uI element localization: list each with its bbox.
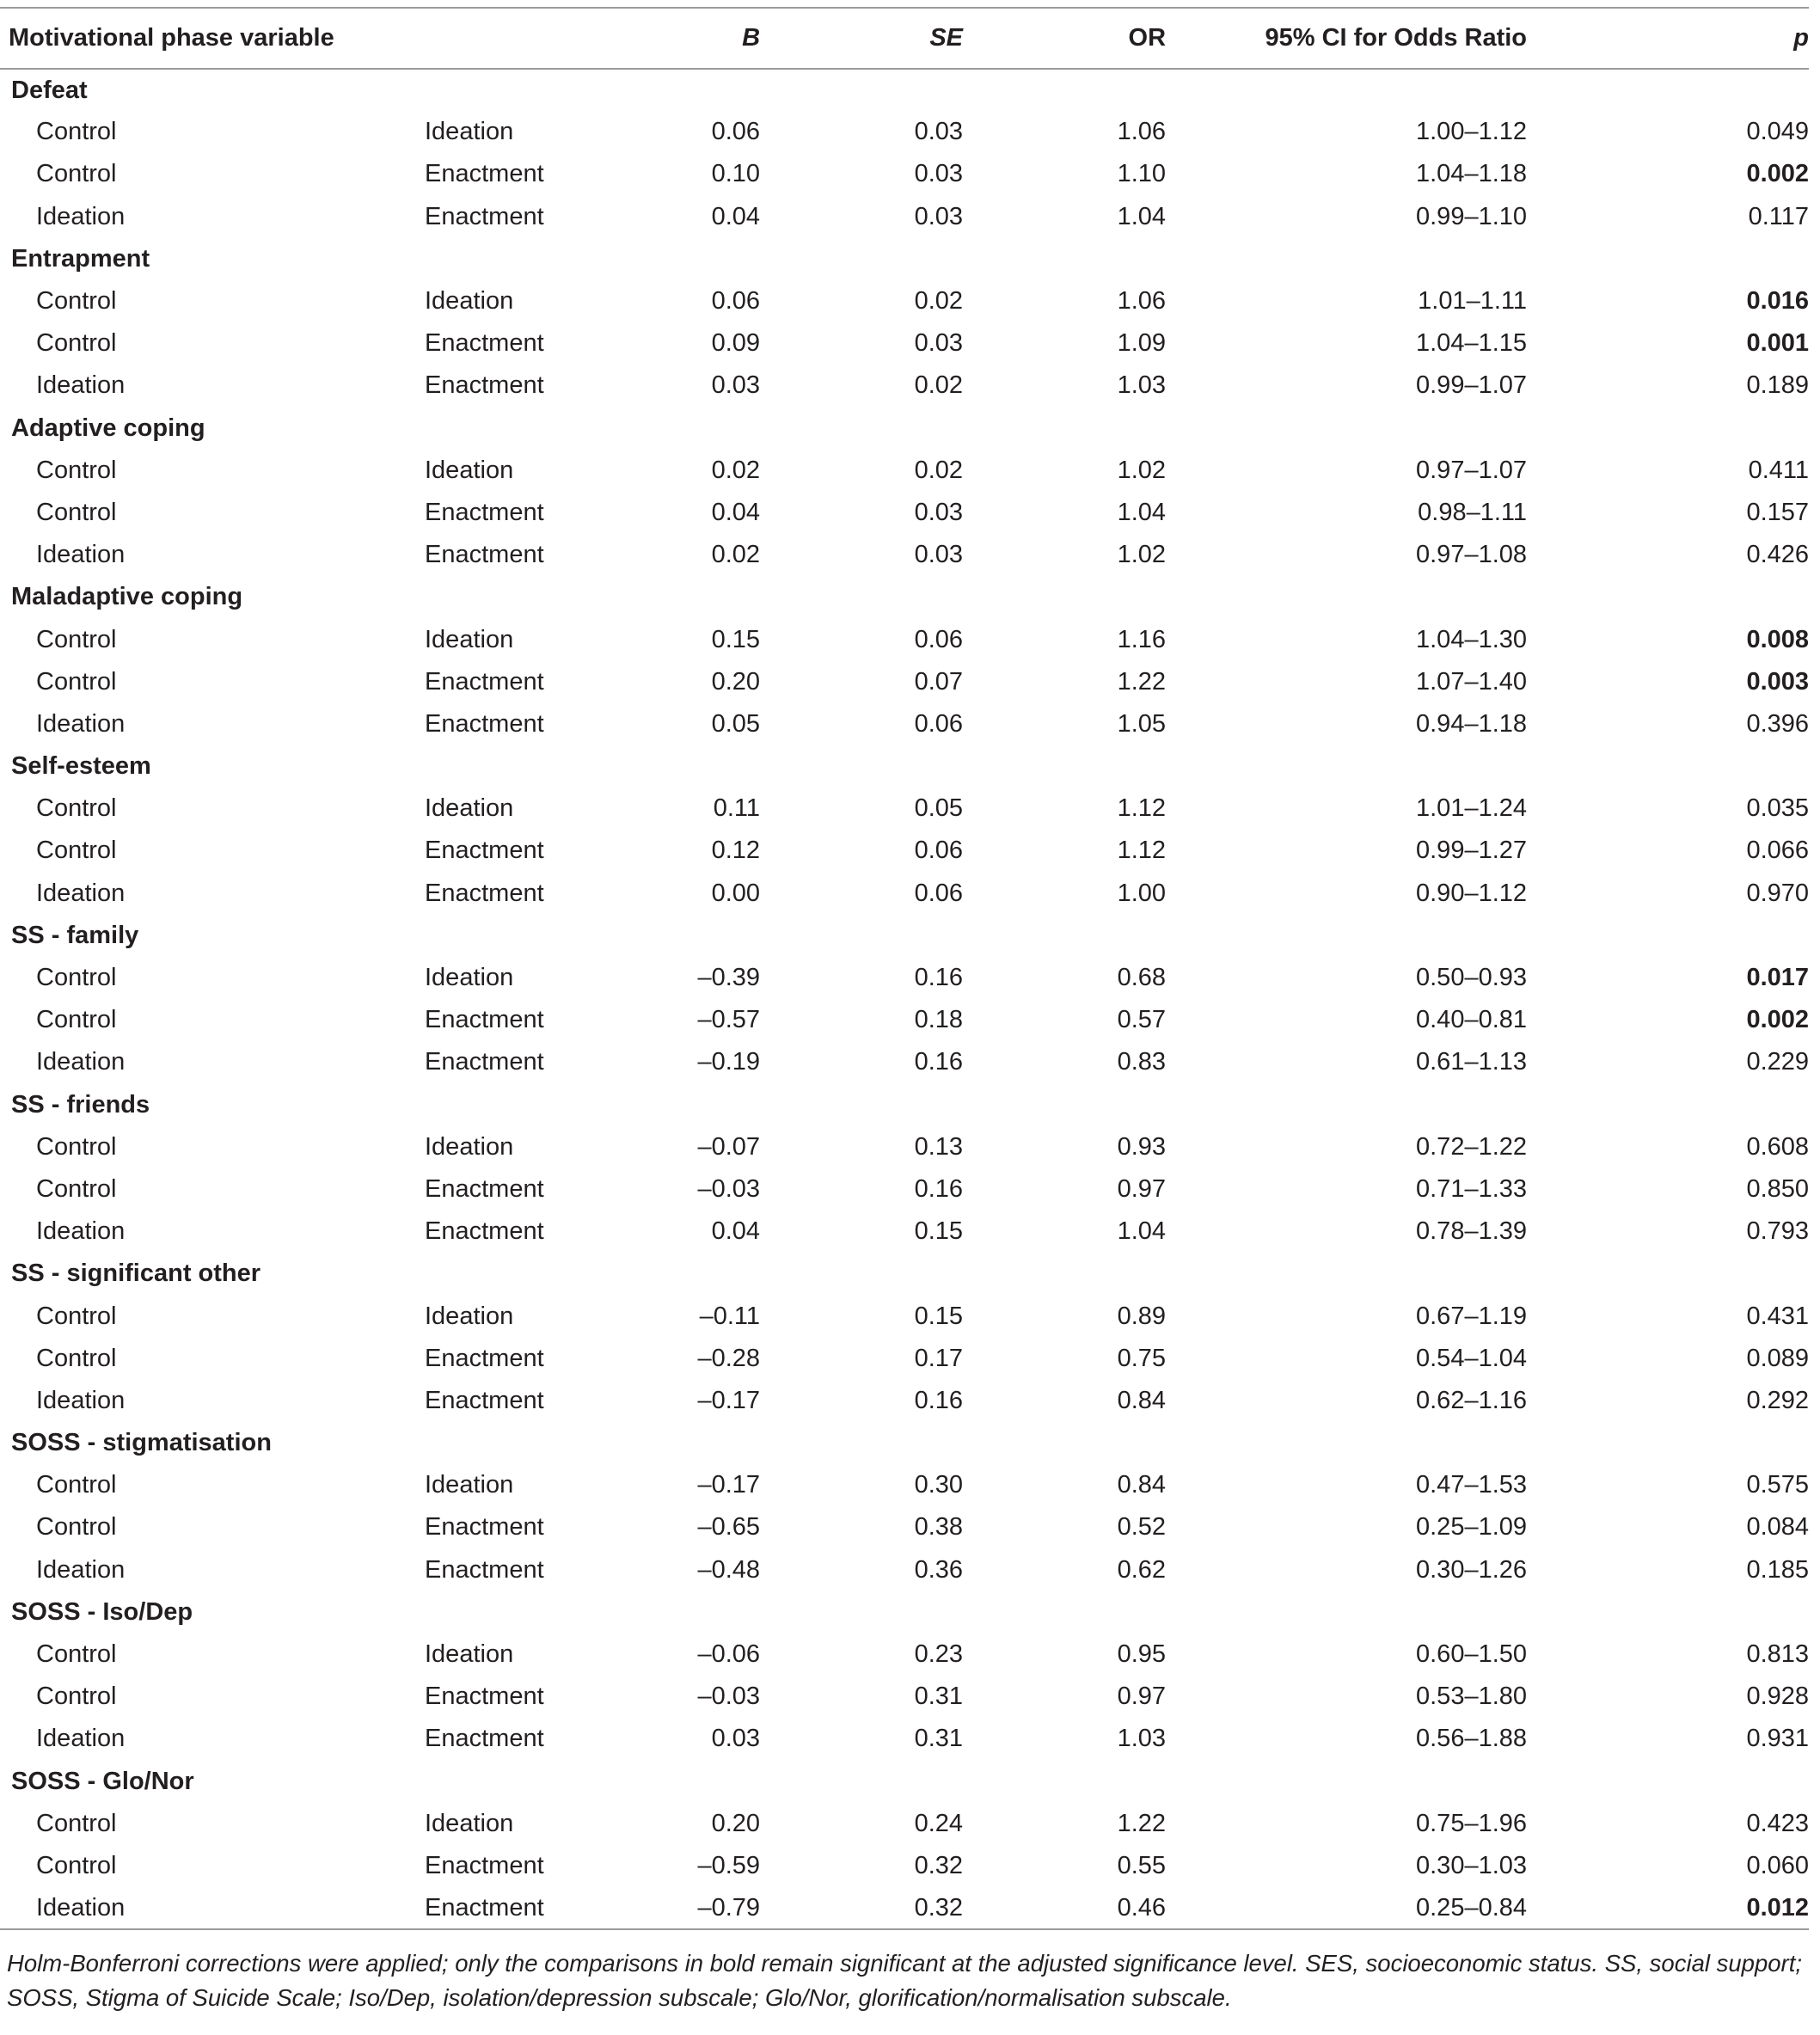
cell-p-value: 0.928 — [1746, 1683, 1810, 1711]
cell-ci: 0.50–0.93 — [1416, 964, 1528, 992]
cell-comparison-group: Ideation — [425, 794, 514, 823]
cell-b: –0.03 — [697, 1683, 761, 1711]
table-row — [0, 957, 1809, 999]
cell-p-value: 0.012 — [1746, 1893, 1810, 1922]
table-row — [0, 534, 1809, 576]
cell-se: 0.03 — [914, 118, 964, 146]
cell-comparison-group: Enactment — [425, 329, 544, 358]
cell-odds-ratio: 1.03 — [1117, 1725, 1167, 1753]
header-row — [0, 8, 1809, 69]
cell-p-value: 0.089 — [1746, 1344, 1810, 1372]
cell-p-value: 0.423 — [1746, 1809, 1810, 1837]
cell-ci: 0.94–1.18 — [1416, 709, 1528, 738]
cell-p-value: 0.035 — [1746, 794, 1810, 823]
cell-reference-group: Ideation — [36, 1217, 126, 1246]
cell-ci: 0.54–1.04 — [1416, 1344, 1528, 1372]
table-row — [0, 1506, 1809, 1548]
cell-comparison-group: Enactment — [425, 1386, 544, 1414]
cell-reference-group: Control — [36, 794, 117, 823]
cell-comparison-group: Enactment — [425, 160, 544, 188]
cell-reference-group: Control — [36, 964, 117, 992]
cell-reference-group: Ideation — [36, 541, 126, 569]
cell-se: 0.07 — [914, 667, 964, 696]
cell-reference-group: Ideation — [36, 879, 126, 907]
cell-odds-ratio: 1.09 — [1117, 329, 1167, 358]
cell-reference-group: Ideation — [36, 1048, 126, 1076]
cell-ci: 0.75–1.96 — [1416, 1809, 1528, 1837]
cell-p-value: 0.157 — [1746, 498, 1810, 526]
cell-odds-ratio: 0.83 — [1117, 1048, 1167, 1076]
cell-p-value: 0.002 — [1746, 160, 1810, 188]
cell-ci: 0.67–1.19 — [1416, 1302, 1528, 1330]
cell-b: 0.09 — [711, 329, 761, 358]
cell-ci: 0.97–1.08 — [1416, 541, 1528, 569]
cell-reference-group: Control — [36, 329, 117, 358]
cell-b: 0.12 — [711, 837, 761, 865]
cell-se: 0.03 — [914, 329, 964, 358]
cell-b: 0.04 — [711, 1217, 761, 1246]
group-header-row — [0, 915, 1809, 957]
cell-ci: 0.99–1.07 — [1416, 371, 1528, 400]
cell-ci: 0.47–1.53 — [1416, 1471, 1528, 1499]
table-row — [0, 1041, 1809, 1083]
table-footnote: Holm-Bonferroni corrections were applied; only the comparisons in bold remain significant at the adjusted significance level. SES, socioeconomic status. SS, social support; SOSS, Stigma of Suicide Scale; Iso/Dep, isolation/depression subscale; Glo/Nor, glorification/normalisation subscale. — [7, 1950, 1802, 2011]
cell-reference-group: Control — [36, 1344, 117, 1372]
cell-comparison-group: Enactment — [425, 1513, 544, 1542]
cell-se: 0.15 — [914, 1302, 964, 1330]
cell-p-value: 0.017 — [1746, 964, 1810, 992]
group-header-row — [0, 408, 1809, 450]
cell-b: –0.48 — [697, 1555, 761, 1584]
cell-ci: 0.56–1.88 — [1416, 1725, 1528, 1753]
table-body — [0, 69, 1809, 1929]
group-label: SS - family — [11, 921, 139, 949]
group-header-row — [0, 1761, 1809, 1803]
cell-b: 0.00 — [711, 879, 761, 907]
cell-comparison-group: Ideation — [425, 625, 514, 653]
table-row — [0, 830, 1809, 872]
cell-p-value: 0.084 — [1746, 1513, 1810, 1542]
table-row — [0, 703, 1809, 745]
cell-b: 0.04 — [711, 498, 761, 526]
cell-reference-group: Control — [36, 1471, 117, 1499]
cell-p-value: 0.117 — [1748, 202, 1810, 230]
cell-b: 0.04 — [711, 202, 761, 230]
cell-p-value: 0.431 — [1746, 1302, 1810, 1330]
cell-odds-ratio: 0.62 — [1117, 1555, 1167, 1584]
cell-p-value: 0.003 — [1746, 667, 1810, 696]
cell-ci: 0.97–1.07 — [1416, 456, 1528, 484]
cell-odds-ratio: 0.89 — [1117, 1302, 1167, 1330]
cell-ci: 0.60–1.50 — [1416, 1640, 1528, 1669]
cell-comparison-group: Enactment — [425, 709, 544, 738]
cell-comparison-group: Enactment — [425, 498, 544, 526]
group-header-row — [0, 1084, 1809, 1126]
cell-se: 0.32 — [914, 1851, 964, 1879]
group-label: SS - significant other — [11, 1260, 261, 1288]
cell-comparison-group: Enactment — [425, 1344, 544, 1372]
cell-b: 0.20 — [711, 1809, 761, 1837]
cell-se: 0.02 — [914, 456, 964, 484]
cell-p-value: 0.049 — [1746, 118, 1810, 146]
table-row — [0, 999, 1809, 1041]
cell-comparison-group: Enactment — [425, 371, 544, 400]
cell-p-value: 0.793 — [1746, 1217, 1810, 1246]
cell-odds-ratio: 0.97 — [1117, 1174, 1167, 1203]
cell-odds-ratio: 1.06 — [1117, 287, 1167, 316]
cell-b: 0.05 — [711, 709, 761, 738]
cell-reference-group: Control — [36, 118, 117, 146]
cell-p-value: 0.002 — [1746, 1006, 1810, 1034]
cell-odds-ratio: 1.04 — [1117, 1217, 1167, 1246]
cell-ci: 1.04–1.30 — [1416, 625, 1528, 653]
cell-odds-ratio: 1.22 — [1117, 667, 1167, 696]
cell-reference-group: Control — [36, 1640, 117, 1669]
table-row — [0, 873, 1809, 915]
table-row — [0, 1295, 1809, 1337]
cell-ci: 0.72–1.22 — [1416, 1132, 1528, 1161]
cell-comparison-group: Ideation — [425, 456, 514, 484]
header-b: B — [742, 24, 761, 52]
cell-comparison-group: Enactment — [425, 837, 544, 865]
group-header-row — [0, 745, 1809, 788]
cell-comparison-group: Ideation — [425, 964, 514, 992]
cell-b: 0.02 — [711, 456, 761, 484]
cell-reference-group: Control — [36, 837, 117, 865]
cell-reference-group: Control — [36, 287, 117, 316]
cell-se: 0.06 — [914, 709, 964, 738]
cell-ci: 0.90–1.12 — [1416, 879, 1528, 907]
cell-reference-group: Control — [36, 1683, 117, 1711]
cell-b: –0.17 — [697, 1386, 761, 1414]
cell-p-value: 0.608 — [1746, 1132, 1810, 1161]
cell-odds-ratio: 1.12 — [1117, 794, 1167, 823]
cell-odds-ratio: 1.00 — [1117, 879, 1167, 907]
cell-ci: 0.40–0.81 — [1416, 1006, 1528, 1034]
cell-ci: 1.07–1.40 — [1416, 667, 1528, 696]
cell-reference-group: Ideation — [36, 202, 126, 230]
cell-b: –0.06 — [697, 1640, 761, 1669]
cell-se: 0.15 — [914, 1217, 964, 1246]
cell-odds-ratio: 0.68 — [1117, 964, 1167, 992]
cell-b: 0.11 — [713, 794, 761, 823]
group-header-row — [0, 1422, 1809, 1464]
cell-odds-ratio: 1.04 — [1117, 498, 1167, 526]
cell-odds-ratio: 1.22 — [1117, 1809, 1167, 1837]
group-label: Entrapment — [11, 244, 150, 273]
header-p: p — [1793, 24, 1810, 52]
cell-reference-group: Control — [36, 456, 117, 484]
table-row — [0, 450, 1809, 492]
cell-ci: 0.71–1.33 — [1416, 1174, 1528, 1203]
table-row — [0, 1380, 1809, 1422]
cell-b: 0.20 — [711, 667, 761, 696]
cell-b: 0.10 — [711, 160, 761, 188]
cell-reference-group: Control — [36, 1809, 117, 1837]
cell-odds-ratio: 1.04 — [1117, 202, 1167, 230]
cell-comparison-group: Enactment — [425, 1683, 544, 1711]
table-row — [0, 1338, 1809, 1380]
group-header-row — [0, 69, 1809, 111]
cell-se: 0.36 — [914, 1555, 964, 1584]
cell-se: 0.31 — [914, 1683, 964, 1711]
cell-comparison-group: Enactment — [425, 1725, 544, 1753]
cell-comparison-group: Ideation — [425, 287, 514, 316]
cell-b: 0.02 — [711, 541, 761, 569]
cell-se: 0.03 — [914, 202, 964, 230]
table-row — [0, 1211, 1809, 1253]
cell-p-value: 0.426 — [1746, 541, 1810, 569]
cell-odds-ratio: 0.57 — [1117, 1006, 1167, 1034]
cell-reference-group: Ideation — [36, 371, 126, 400]
cell-p-value: 0.060 — [1746, 1851, 1810, 1879]
cell-odds-ratio: 0.55 — [1117, 1851, 1167, 1879]
group-label: Defeat — [11, 76, 88, 104]
cell-ci: 0.78–1.39 — [1416, 1217, 1528, 1246]
cell-ci: 0.98–1.11 — [1418, 498, 1528, 526]
header-se: SE — [929, 24, 964, 52]
cell-b: –0.57 — [697, 1006, 761, 1034]
cell-se: 0.06 — [914, 625, 964, 653]
cell-odds-ratio: 0.52 — [1117, 1513, 1167, 1542]
cell-comparison-group: Ideation — [425, 1809, 514, 1837]
cell-se: 0.03 — [914, 541, 964, 569]
cell-comparison-group: Enactment — [425, 202, 544, 230]
cell-p-value: 0.850 — [1746, 1174, 1810, 1203]
table-row — [0, 618, 1809, 660]
cell-se: 0.16 — [914, 964, 964, 992]
cell-se: 0.16 — [914, 1386, 964, 1414]
group-header-row — [0, 1591, 1809, 1634]
cell-se: 0.13 — [914, 1132, 964, 1161]
table-row — [0, 1845, 1809, 1887]
cell-se: 0.02 — [914, 371, 964, 400]
cell-ci: 0.30–1.26 — [1416, 1555, 1528, 1584]
cell-b: 0.15 — [711, 625, 761, 653]
cell-ci: 0.99–1.27 — [1416, 837, 1528, 865]
cell-comparison-group: Enactment — [425, 1893, 544, 1922]
cell-p-value: 0.016 — [1746, 287, 1810, 316]
group-header-row — [0, 1253, 1809, 1295]
group-label: Adaptive coping — [11, 414, 205, 442]
cell-p-value: 0.396 — [1746, 709, 1810, 738]
table-row — [0, 1126, 1809, 1168]
table-row — [0, 1718, 1809, 1760]
table-row — [0, 788, 1809, 830]
cell-reference-group: Ideation — [36, 709, 126, 738]
cell-ci: 1.00–1.12 — [1416, 118, 1528, 146]
cell-se: 0.32 — [914, 1893, 964, 1922]
cell-se: 0.16 — [914, 1048, 964, 1076]
table-row — [0, 1549, 1809, 1591]
header-or: OR — [1128, 24, 1167, 52]
cell-comparison-group: Enactment — [425, 667, 544, 696]
cell-p-value: 0.229 — [1746, 1048, 1810, 1076]
table-row — [0, 365, 1809, 407]
cell-reference-group: Control — [36, 1174, 117, 1203]
table-row — [0, 153, 1809, 195]
cell-b: –0.79 — [697, 1893, 761, 1922]
cell-b: –0.03 — [697, 1174, 761, 1203]
cell-b: –0.07 — [697, 1132, 761, 1161]
cell-ci: 0.61–1.13 — [1416, 1048, 1528, 1076]
cell-comparison-group: Enactment — [425, 879, 544, 907]
cell-se: 0.06 — [914, 879, 964, 907]
cell-comparison-group: Enactment — [425, 541, 544, 569]
cell-odds-ratio: 0.97 — [1117, 1683, 1167, 1711]
cell-p-value: 0.189 — [1746, 371, 1810, 400]
cell-reference-group: Control — [36, 1513, 117, 1542]
group-label: SOSS - Glo/Nor — [11, 1767, 194, 1795]
cell-ci: 0.25–0.84 — [1416, 1893, 1528, 1922]
results-table — [0, 7, 1809, 1930]
table-row — [0, 1634, 1809, 1676]
cell-se: 0.16 — [914, 1174, 964, 1203]
cell-comparison-group: Enactment — [425, 1851, 544, 1879]
cell-b: –0.17 — [697, 1471, 761, 1499]
cell-ci: 0.62–1.16 — [1416, 1386, 1528, 1414]
cell-odds-ratio: 1.05 — [1117, 709, 1167, 738]
cell-odds-ratio: 0.84 — [1117, 1386, 1167, 1414]
cell-se: 0.17 — [914, 1344, 964, 1372]
cell-se: 0.06 — [914, 837, 964, 865]
cell-reference-group: Control — [36, 625, 117, 653]
table-row — [0, 1803, 1809, 1845]
cell-comparison-group: Enactment — [425, 1555, 544, 1584]
group-label: Maladaptive coping — [11, 583, 243, 611]
cell-reference-group: Ideation — [36, 1386, 126, 1414]
table-row — [0, 280, 1809, 322]
cell-odds-ratio: 0.46 — [1117, 1893, 1167, 1922]
cell-comparison-group: Ideation — [425, 1471, 514, 1499]
table-row — [0, 1464, 1809, 1506]
cell-reference-group: Ideation — [36, 1555, 126, 1584]
cell-ci: 1.01–1.11 — [1418, 287, 1528, 316]
cell-se: 0.02 — [914, 287, 964, 316]
cell-p-value: 0.008 — [1746, 625, 1810, 653]
cell-b: 0.06 — [711, 118, 761, 146]
cell-p-value: 0.292 — [1746, 1386, 1810, 1414]
cell-odds-ratio: 1.02 — [1117, 541, 1167, 569]
cell-se: 0.30 — [914, 1471, 964, 1499]
cell-comparison-group: Ideation — [425, 1302, 514, 1330]
cell-reference-group: Control — [36, 160, 117, 188]
cell-ci: 0.25–1.09 — [1416, 1513, 1528, 1542]
cell-odds-ratio: 0.95 — [1117, 1640, 1167, 1669]
cell-reference-group: Control — [36, 1302, 117, 1330]
table-row — [0, 322, 1809, 365]
cell-b: –0.59 — [697, 1851, 761, 1879]
cell-odds-ratio: 1.02 — [1117, 456, 1167, 484]
cell-reference-group: Control — [36, 1132, 117, 1161]
cell-b: –0.19 — [697, 1048, 761, 1076]
cell-b: 0.03 — [711, 1725, 761, 1753]
cell-odds-ratio: 0.93 — [1117, 1132, 1167, 1161]
cell-se: 0.38 — [914, 1513, 964, 1542]
cell-se: 0.03 — [914, 160, 964, 188]
cell-se: 0.18 — [914, 1006, 964, 1034]
cell-odds-ratio: 0.84 — [1117, 1471, 1167, 1499]
group-label: SOSS - Iso/Dep — [11, 1597, 193, 1626]
cell-p-value: 0.411 — [1748, 456, 1810, 484]
table-row — [0, 492, 1809, 534]
cell-comparison-group: Enactment — [425, 1006, 544, 1034]
cell-p-value: 0.066 — [1746, 837, 1810, 865]
group-label: SOSS - stigmatisation — [11, 1429, 272, 1457]
cell-comparison-group: Enactment — [425, 1174, 544, 1203]
cell-ci: 0.53–1.80 — [1416, 1683, 1528, 1711]
cell-comparison-group: Enactment — [425, 1217, 544, 1246]
cell-odds-ratio: 1.10 — [1117, 160, 1167, 188]
cell-p-value: 0.813 — [1746, 1640, 1810, 1669]
cell-reference-group: Ideation — [36, 1893, 126, 1922]
table-row — [0, 196, 1809, 238]
group-label: SS - friends — [11, 1090, 150, 1119]
cell-odds-ratio: 1.16 — [1117, 625, 1167, 653]
cell-b: 0.06 — [711, 287, 761, 316]
cell-odds-ratio: 1.03 — [1117, 371, 1167, 400]
cell-se: 0.24 — [914, 1809, 964, 1837]
cell-reference-group: Control — [36, 667, 117, 696]
cell-se: 0.03 — [914, 498, 964, 526]
cell-reference-group: Control — [36, 1006, 117, 1034]
table-row — [0, 1887, 1809, 1929]
table-row — [0, 1676, 1809, 1718]
cell-comparison-group: Enactment — [425, 1048, 544, 1076]
cell-p-value: 0.185 — [1746, 1555, 1810, 1584]
table-row — [0, 111, 1809, 153]
cell-b: –0.65 — [697, 1513, 761, 1542]
cell-se: 0.23 — [914, 1640, 964, 1669]
cell-se: 0.31 — [914, 1725, 964, 1753]
cell-comparison-group: Ideation — [425, 1132, 514, 1161]
cell-odds-ratio: 0.75 — [1117, 1344, 1167, 1372]
cell-odds-ratio: 1.12 — [1117, 837, 1167, 865]
cell-odds-ratio: 1.06 — [1117, 118, 1167, 146]
cell-p-value: 0.001 — [1746, 329, 1810, 358]
table-row — [0, 661, 1809, 703]
cell-b: –0.11 — [699, 1302, 761, 1330]
cell-se: 0.05 — [914, 794, 964, 823]
cell-ci: 1.04–1.15 — [1416, 329, 1528, 358]
cell-ci: 0.99–1.10 — [1416, 202, 1528, 230]
cell-ci: 1.04–1.18 — [1416, 160, 1528, 188]
table-row — [0, 1168, 1809, 1211]
group-header-row — [0, 576, 1809, 618]
cell-ci: 1.01–1.24 — [1416, 794, 1528, 823]
cell-b: –0.39 — [697, 964, 761, 992]
cell-p-value: 0.575 — [1746, 1471, 1810, 1499]
cell-reference-group: Control — [36, 1851, 117, 1879]
cell-comparison-group: Ideation — [425, 118, 514, 146]
cell-b: –0.28 — [697, 1344, 761, 1372]
cell-p-value: 0.970 — [1746, 879, 1810, 907]
table-header — [0, 8, 1809, 69]
header-variable: Motivational phase variable — [9, 24, 334, 52]
cell-ci: 0.30–1.03 — [1416, 1851, 1528, 1879]
header-ci: 95% CI for Odds Ratio — [1265, 24, 1528, 52]
cell-b: 0.03 — [711, 371, 761, 400]
cell-reference-group: Control — [36, 498, 117, 526]
group-header-row — [0, 238, 1809, 280]
group-label: Self-esteem — [11, 752, 151, 781]
cell-p-value: 0.931 — [1746, 1725, 1810, 1753]
cell-comparison-group: Ideation — [425, 1640, 514, 1669]
cell-reference-group: Ideation — [36, 1725, 126, 1753]
